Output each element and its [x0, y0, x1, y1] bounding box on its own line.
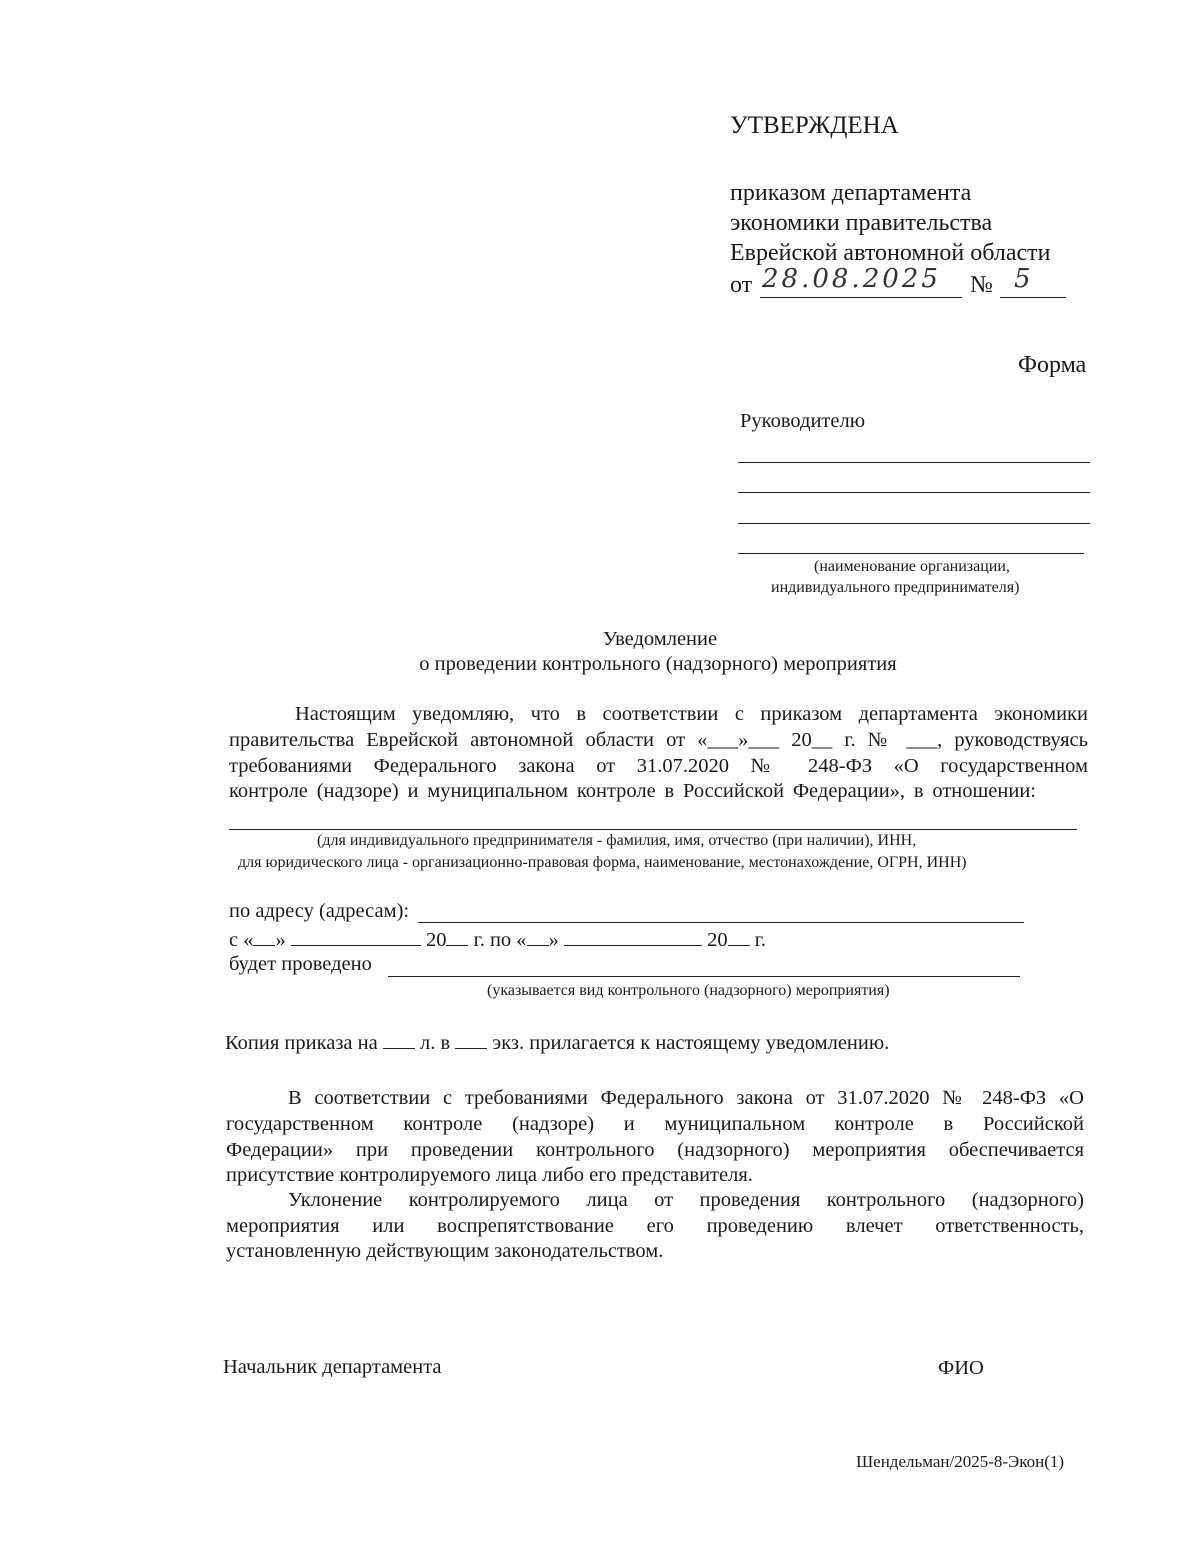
- para3-line-1: Уклонение контролируемого лица от проведения контрольного (надзорного): [288, 1189, 1084, 1211]
- copy-text-3: экз. прилагается к настоящему уведомлению.: [492, 1032, 890, 1054]
- period-from-prefix: с «: [229, 929, 254, 951]
- approval-line-2: экономики правительства: [730, 210, 993, 236]
- signature-position: Начальник департамента: [223, 1356, 442, 1378]
- event-label: будет проведено: [229, 953, 372, 975]
- footer-code: Шендельман/2025-8-Экон(1): [856, 1452, 1065, 1471]
- blank-sheets: [383, 1030, 415, 1049]
- para2-line-2: государственном контроле (надзоре) и муниципальном контроле в Российской: [226, 1113, 1084, 1135]
- approval-line-3: Еврейской автономной области: [730, 240, 1051, 266]
- intro-line-2: правительства Еврейской автономной области от «___»___ 20__ г. № ___, руководствуясь: [229, 729, 1088, 751]
- para3-line-2: мероприятия или воспрепятствование его проведению влечет ответственность,: [226, 1215, 1084, 1237]
- subject-caption-1: (для индивидуального предпринимателя - фамилия, имя, отчество (при наличии), ИНН,: [317, 832, 917, 849]
- subject-line: [229, 829, 1077, 830]
- approval-number-prefix: №: [970, 272, 993, 298]
- approval-date-prefix: от: [730, 272, 753, 298]
- approval-number-handwritten: 5: [1014, 264, 1034, 294]
- copy-line: [225, 1030, 889, 1055]
- approval-date-line: [760, 297, 962, 298]
- copy-text-1: Копия приказа на: [225, 1032, 378, 1054]
- para2-line-1: В соответствии с требованиями Федерального закона от 31.07.2020 № 248-ФЗ «О: [288, 1087, 1084, 1109]
- notice-heading-1: Уведомление: [602, 628, 718, 650]
- addressee-caption-2: индивидуального предпринимателя): [771, 579, 1020, 596]
- blank-day-from: [253, 927, 275, 946]
- blank-copies: [455, 1030, 487, 1049]
- approval-line-1: приказом департамента: [730, 180, 972, 206]
- addressee-caption-1: (наименование организации,: [814, 558, 1010, 575]
- blank-year-to: [728, 927, 750, 946]
- para2-line-4: присутствие контролируемого лица либо его представителя.: [226, 1164, 753, 1186]
- blank-month-to: [564, 927, 702, 946]
- period-end: г.: [754, 929, 766, 951]
- para2-line-3: Федерации» при проведении контрольного (надзорного) мероприятия обеспечивается: [226, 1139, 1084, 1161]
- notice-heading-2: о проведении контрольного (надзорного) мероприятия: [419, 653, 897, 675]
- period-quote-close-2: »: [548, 929, 559, 951]
- period-quote-close-1: »: [275, 929, 286, 951]
- blank-day-to: [527, 927, 549, 946]
- intro-line-3: требованиями Федерального закона от 31.07.2020 № 248-ФЗ «О государственном: [229, 755, 1088, 777]
- period-to-text: г. по «: [473, 929, 527, 951]
- address-label: по адресу (адресам):: [229, 900, 410, 922]
- addressee-line-2: [738, 492, 1090, 493]
- intro-line-1: Настоящим уведомляю, что в соответствии с приказом департамента экономики: [295, 703, 1088, 725]
- addressee-line-3: [738, 523, 1090, 524]
- approval-number-line: [1000, 297, 1066, 298]
- approval-date-handwritten: 28.08.2025: [762, 264, 941, 294]
- intro-line-4: контроле (надзоре) и муниципальном контроле в Российской Федерации», в отношении:: [229, 780, 1036, 802]
- period-line: [229, 927, 766, 952]
- event-line: [388, 976, 1020, 977]
- blank-year-from: [446, 927, 468, 946]
- event-caption: (указывается вид контрольного (надзорного) мероприятия): [487, 982, 890, 999]
- addressee-label: Руководителю: [740, 410, 866, 432]
- period-year-1: 20: [425, 929, 447, 951]
- para3-line-3: установленную действующим законодательством.: [226, 1240, 664, 1262]
- address-line: [418, 922, 1024, 923]
- copy-text-2: л. в: [419, 1032, 451, 1054]
- period-year-2: 20: [707, 929, 728, 951]
- addressee-line-1: [738, 462, 1090, 463]
- blank-month-from: [291, 927, 421, 946]
- addressee-line-4: [738, 553, 1084, 554]
- signature-name: ФИО: [938, 1357, 984, 1379]
- subject-caption-2: для юридического лица - организационно-правовая форма, наименование, местонахождение, ОГРН, ИНН): [238, 854, 967, 871]
- form-label: Форма: [1018, 352, 1087, 378]
- approval-title: УТВЕРЖДЕНА: [730, 112, 899, 139]
